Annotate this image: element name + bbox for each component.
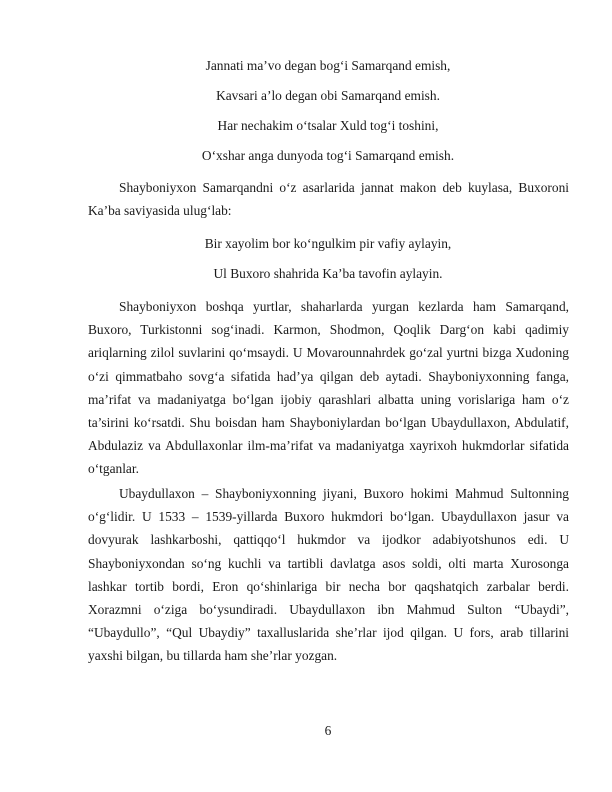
- paragraph: Shayboniyxon Samarqandni o‘z asarlarida jannat makon deb kuylasa, Buxoroni Ka’ba saviyasida ulug‘lab:: [88, 180, 569, 219]
- paragraph: Ubaydullaxon – Shayboniyxonning jiyani, Buxoro hokimi Mahmud Sultonning o‘g‘lidir. U 1533 – 1539-yillarda Buxoro hukmdori bo‘lgan. Ubaydullaxon jasur va dovyurak lashkarboshi, qattiqqo‘l hukmdor va ijodkor adabiyotshunos edi. U Shayboniyxondan so‘ng kuchli va tartibli davlatga asos soldi, olti marta Xurosonga lashkar tortib bordi, Eron qo‘shinlariga bir necha bor qaqshatqich zarbalar berdi. Xorazmni o‘ziga bo‘ysundiradi. Ubaydullaxon ibn Mahmud Sulton “Ubaydi”, “Ubaydullo”, “Qul Ubaydiy” taxalluslarida she’rlar ijod qilgan. U fors, arab tillarini yaxshi bilgan, bu tillarda ham she’rlar yozgan.: [88, 486, 569, 664]
- verse-line: Jannati ma’vo degan bog‘i Samarqand emish,: [205, 58, 451, 73]
- page-number: 6: [324, 723, 332, 738]
- verse-line: Kavsari a’lo degan obi Samarqand emish.: [216, 88, 440, 103]
- verse-line: O‘xshar anga dunyoda tog‘i Samarqand emish.: [201, 148, 455, 163]
- verse-line: Bir xayolim bor ko‘ngulkim pir vafiy aylayin,: [204, 236, 452, 251]
- verse-line: Har nechakim o‘tsalar Xuld tog‘i toshini,: [217, 118, 439, 133]
- paragraph: Shayboniyxon boshqa yurtlar, shaharlarda yurgan kezlarda ham Samarqand, Buxoro, Turkistonni sog‘inadi. Karmon, Shodmon, Qoqlik Darg‘on kabi qadimiy ariqlarning zilol suvlarini qo‘msaydi. U Movarounnahrdek go‘zal yurtni bizga Xudoning o‘zi qimmatbaho sovg‘a sifatida had’ya qilgan deb aytadi. Shayboniyxonning fanga, ma’rifat va madaniyatga bo‘lgan ijobiy qarashlari albatta uning vorislariga ham o‘z ta’sirini ko‘rsatdi. Shu boisdan ham Shayboniylardan bo‘lgan Ubaydullaxon, Abdulatif, Abdulaziz va Abdullaxonlar ilm-ma’rifat va madaniyatga xayrixoh hukmdorlar sifatida o‘tganlar.: [88, 299, 569, 477]
- verse-line: Ul Buxoro shahrida Ka’ba tavofin aylayin.: [213, 266, 443, 281]
